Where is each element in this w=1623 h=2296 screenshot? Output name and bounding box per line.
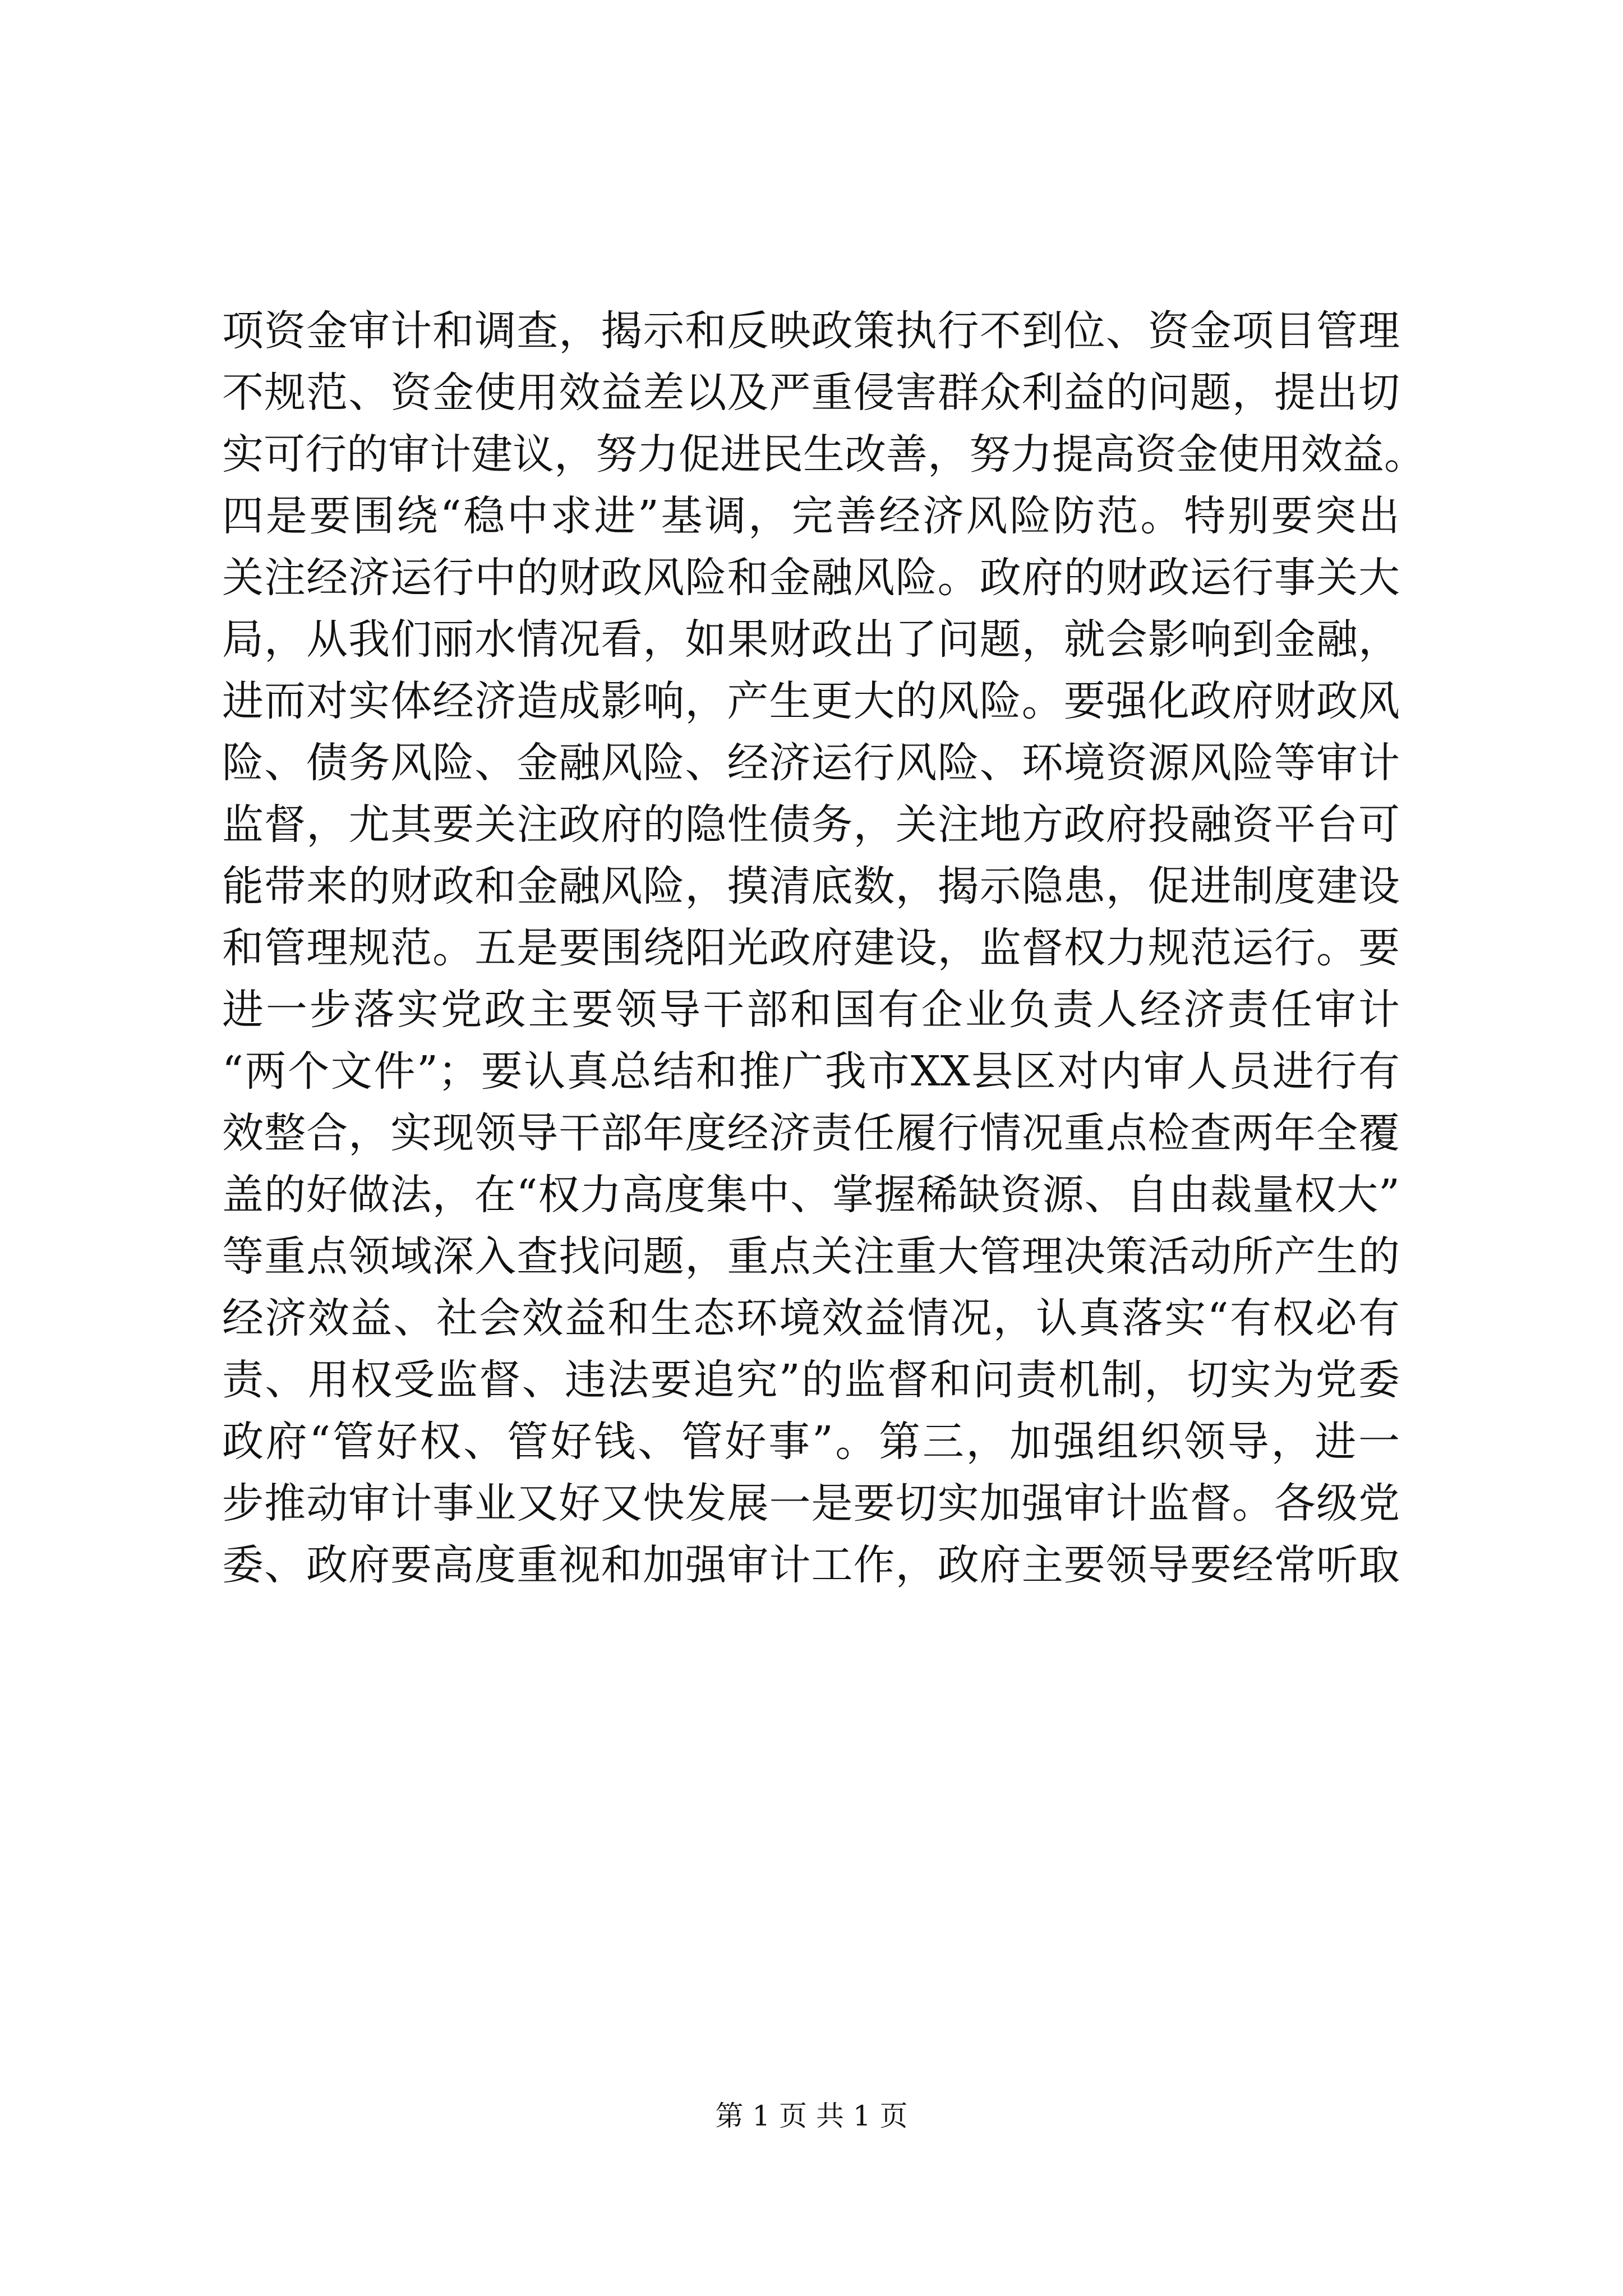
- text-line: 经济效益、社会效益和生态环境效益情况，认真落实“有权必有: [222, 1294, 1400, 1342]
- text-line: 能带来的财政和金融风险，摸清底数，揭示隐患，促进制度建设: [222, 862, 1400, 910]
- page-footer: [0, 2093, 1623, 2138]
- text-line: 监督，尤其要关注政府的隐性债务，关注地方政府投融资平台可: [222, 800, 1400, 849]
- text-line: 进而对实体经济造成影响，产生更大的风险。要强化政府财政风: [222, 677, 1400, 725]
- text-line: 委、政府要高度重视和加强审计工作，政府主要领导要经常听取: [222, 1541, 1400, 1589]
- text-line: 和管理规范。五是要围绕阳光政府建设，监督权力规范运行。要: [222, 924, 1400, 972]
- page-number: 第 1 页 共 1 页: [715, 2100, 908, 2132]
- text-line: 效整合，实现领导干部年度经济责任履行情况重点检查两年全覆: [222, 1109, 1400, 1157]
- text-line: 项资金审计和调查，揭示和反映政策执行不到位、资金项目管理: [222, 307, 1400, 355]
- text-line: 进一步落实党政主要领导干部和国有企业负责人经济责任审计: [222, 986, 1400, 1034]
- text-line: 责、用权受监督、违法要追究”的监督和问责机制，切实为党委: [222, 1356, 1400, 1404]
- text-line: 实可行的审计建议，努力促进民生改善，努力提高资金使用效益。: [222, 430, 1426, 478]
- text-line: 险、债务风险、金融风险、经济运行风险、环境资源风险等审计: [222, 739, 1400, 787]
- text-line: 不规范、资金使用效益差以及严重侵害群众利益的问题，提出切: [222, 369, 1400, 417]
- text-line: 四是要围绕“稳中求进”基调，完善经济风险防范。特别要突出: [222, 492, 1400, 540]
- text-line: 政府“管好权、管好钱、管好事”。第三，加强组织领导，进一: [222, 1418, 1400, 1466]
- text-line: “两个文件”；要认真总结和推广我市XX县区对内审人员进行有: [222, 1047, 1400, 1096]
- text-line: 等重点领域深入查找问题，重点关注重大管理决策活动所产生的: [222, 1232, 1400, 1281]
- text-line: 盖的好做法，在“权力高度集中、掌握稀缺资源、自由裁量权大”: [222, 1171, 1400, 1219]
- text-line: 步推动审计事业又好又快发展一是要切实加强审计监督。各级党: [222, 1479, 1400, 1527]
- text-line: 局，从我们丽水情况看，如果财政出了问题，就会影响到金融，: [222, 615, 1400, 664]
- text-line: 关注经济运行中的财政风险和金融风险。政府的财政运行事关大: [222, 554, 1400, 602]
